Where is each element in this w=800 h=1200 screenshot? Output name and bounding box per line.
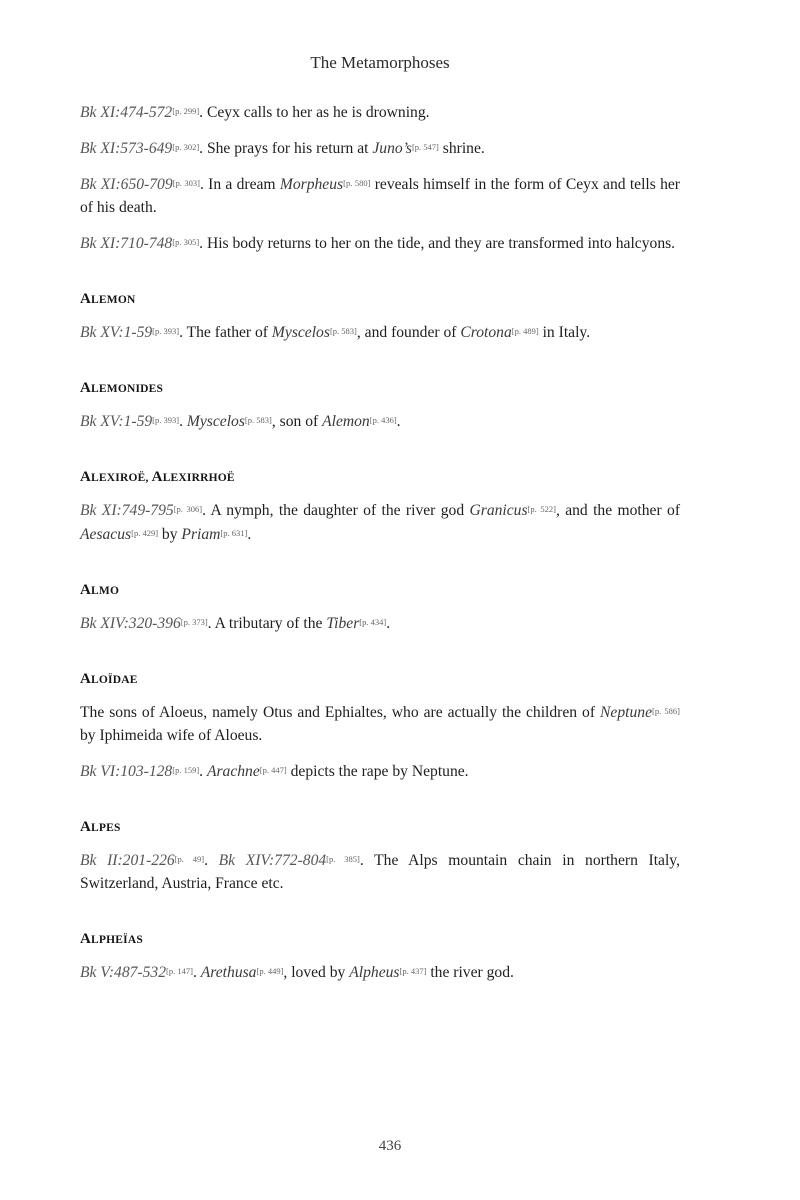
book-reference-link[interactable]: Bk XI:474-572 xyxy=(80,104,173,121)
entry-alpheias xyxy=(80,931,680,984)
page-reference[interactable]: [p. 547] xyxy=(411,142,439,152)
entry-almo xyxy=(80,582,680,635)
entry-heading: ALOÏDAE xyxy=(80,671,138,687)
entry-text: Bk XIV:320-396[p. 373]. A tributary of the Tiber[p. 434]. xyxy=(80,615,391,632)
paragraph-morpheus-dream xyxy=(80,172,680,219)
cross-reference-link[interactable]: Aesacus xyxy=(80,526,132,543)
book-reference-link[interactable]: Bk XI:749-795 xyxy=(80,502,174,519)
entry-text: Bk XV:1-59[p. 393]. Myscelos[p. 583], son of Alemon[p. 436]. xyxy=(80,413,401,430)
book-reference-link[interactable]: Bk II:201-226 xyxy=(80,852,175,869)
cross-reference-link[interactable]: Alemon xyxy=(322,413,370,430)
book-reference-link[interactable]: Bk XIV:772-804 xyxy=(218,852,327,869)
page-reference[interactable]: [p. 436] xyxy=(369,415,397,425)
cross-reference-link[interactable]: Neptune xyxy=(600,704,652,721)
page-reference[interactable]: [p. 147] xyxy=(166,966,193,976)
page-reference[interactable]: [p. 429] xyxy=(131,528,159,538)
entry-heading: ALPES xyxy=(80,819,121,835)
paragraph-halcyons xyxy=(80,231,680,255)
paragraph-prays-return xyxy=(80,136,680,160)
entry-heading: ALPHEÏAS xyxy=(80,931,143,947)
page-reference[interactable]: [p. 302] xyxy=(172,142,200,152)
page-reference[interactable]: [p. 306] xyxy=(173,504,203,514)
entry-text: The sons of Aloeus, namely Otus and Ephialtes, who are actually the children of Neptune[p. 586] by Iphimeida wife of Aloeus. xyxy=(80,704,680,744)
paragraph-ceyx-drowning xyxy=(80,100,680,124)
page-reference[interactable]: [p. 373] xyxy=(180,617,208,627)
paragraph-text: . Ceyx calls to her as he is drowning. xyxy=(199,104,430,121)
page-content xyxy=(80,100,680,996)
paragraph-text: . She prays for his return at xyxy=(199,140,373,157)
entry-alemon xyxy=(80,291,680,344)
page-reference[interactable]: [p. 489] xyxy=(511,326,539,336)
entry-text: Bk XI:749-795[p. 306]. A nymph, the daughter of the river god Granicus[p. 522], and the mother of Aesacus[p. 429] by Priam[p. 631]. xyxy=(80,502,681,543)
page-reference[interactable]: [p. 159] xyxy=(172,765,200,775)
page-reference[interactable]: [p. 583] xyxy=(244,415,272,425)
book-reference-link[interactable]: Bk XI:650-709 xyxy=(80,176,173,193)
entry-text: Bk II:201-226[p. 49]. Bk XIV:772-804[p. 385]. The Alps mountain chain in northern Italy, Switzerland, Austria, France etc. xyxy=(80,852,680,892)
page-reference[interactable]: [p. 449] xyxy=(256,966,284,976)
entry-text: Bk V:487-532[p. 147]. Arethusa[p. 449], loved by Alpheus[p. 437] the river god. xyxy=(80,964,514,981)
page-reference[interactable]: [p. 586] xyxy=(652,706,680,716)
page-reference[interactable]: [p. 583] xyxy=(329,326,357,336)
entry-alpes xyxy=(80,819,680,895)
page-reference[interactable]: [p. 299] xyxy=(172,106,200,116)
page-number: 436 xyxy=(378,1138,402,1154)
book-reference-link[interactable]: Bk XI:573-649 xyxy=(80,140,173,157)
entry-aloidae xyxy=(80,671,680,783)
cross-reference-link[interactable]: Myscelos xyxy=(186,413,245,430)
book-reference-link[interactable]: Bk XV:1-59 xyxy=(80,324,153,341)
entry-alexiroe xyxy=(80,469,680,546)
page-reference[interactable]: [p. 447] xyxy=(259,765,287,775)
paragraph-text: shrine. xyxy=(438,140,485,157)
book-reference-link[interactable]: Bk XV:1-59 xyxy=(80,413,153,430)
entry-text: Bk XV:1-59[p. 393]. The father of Myscelos[p. 583], and founder of Crotona[p. 489] in Italy. xyxy=(80,324,591,341)
page-reference[interactable]: [p. 393] xyxy=(152,415,180,425)
cross-reference-link[interactable]: Priam xyxy=(181,526,221,543)
entry-heading: ALEMON xyxy=(80,291,136,307)
cross-reference-link[interactable]: Myscelos xyxy=(271,324,330,341)
page-reference[interactable]: [p. 522] xyxy=(527,504,556,514)
cross-reference-link[interactable]: Arachne xyxy=(206,763,260,780)
page-reference[interactable]: [p. 434] xyxy=(359,617,387,627)
book-reference-link[interactable]: Bk V:487-532 xyxy=(80,964,167,981)
cross-reference-link[interactable]: Granicus xyxy=(469,502,528,519)
paragraph-text: . In a dream xyxy=(199,176,280,193)
page-reference[interactable]: [p. 580] xyxy=(343,178,371,188)
page-reference[interactable]: [p. 49] xyxy=(174,854,205,864)
book-reference-link[interactable]: Bk XI:710-748 xyxy=(80,235,173,252)
paragraph-text: reveals himself in the form of Ceyx and tells her of his death. xyxy=(80,176,681,216)
page-reference[interactable]: [p. 385] xyxy=(326,854,360,864)
cross-reference-link[interactable]: Crotona xyxy=(460,324,512,341)
page-reference[interactable]: [p. 303] xyxy=(172,178,200,188)
book-reference-link[interactable]: Bk XIV:320-396 xyxy=(80,615,181,632)
page-reference[interactable]: [p. 437] xyxy=(399,966,427,976)
entry-text: Bk VI:103-128[p. 159]. Arachne[p. 447] depicts the rape by Neptune. xyxy=(80,763,469,780)
paragraph-text: . His body returns to her on the tide, and they are transformed into halcyons. xyxy=(199,235,676,252)
cross-reference-link[interactable]: Alpheus xyxy=(349,964,400,981)
entry-alemonides xyxy=(80,380,680,433)
running-head: The Metamorphoses xyxy=(310,53,450,72)
book-reference-link[interactable]: Bk VI:103-128 xyxy=(80,763,173,780)
entry-heading: ALEMONIDES xyxy=(80,380,164,396)
entry-heading: ALEXIROË, ALEXIRRHOË xyxy=(80,469,235,485)
cross-reference-link[interactable]: Juno’s xyxy=(372,140,412,157)
page-reference[interactable]: [p. 305] xyxy=(172,237,200,247)
cross-reference-link[interactable]: Morpheus xyxy=(279,176,344,193)
page-reference[interactable]: [p. 393] xyxy=(152,326,180,336)
cross-reference-link[interactable]: Arethusa xyxy=(200,964,257,981)
cross-reference-link[interactable]: Tiber xyxy=(326,615,360,632)
page-reference[interactable]: [p. 631] xyxy=(220,528,248,538)
entry-heading: ALMO xyxy=(80,582,120,598)
